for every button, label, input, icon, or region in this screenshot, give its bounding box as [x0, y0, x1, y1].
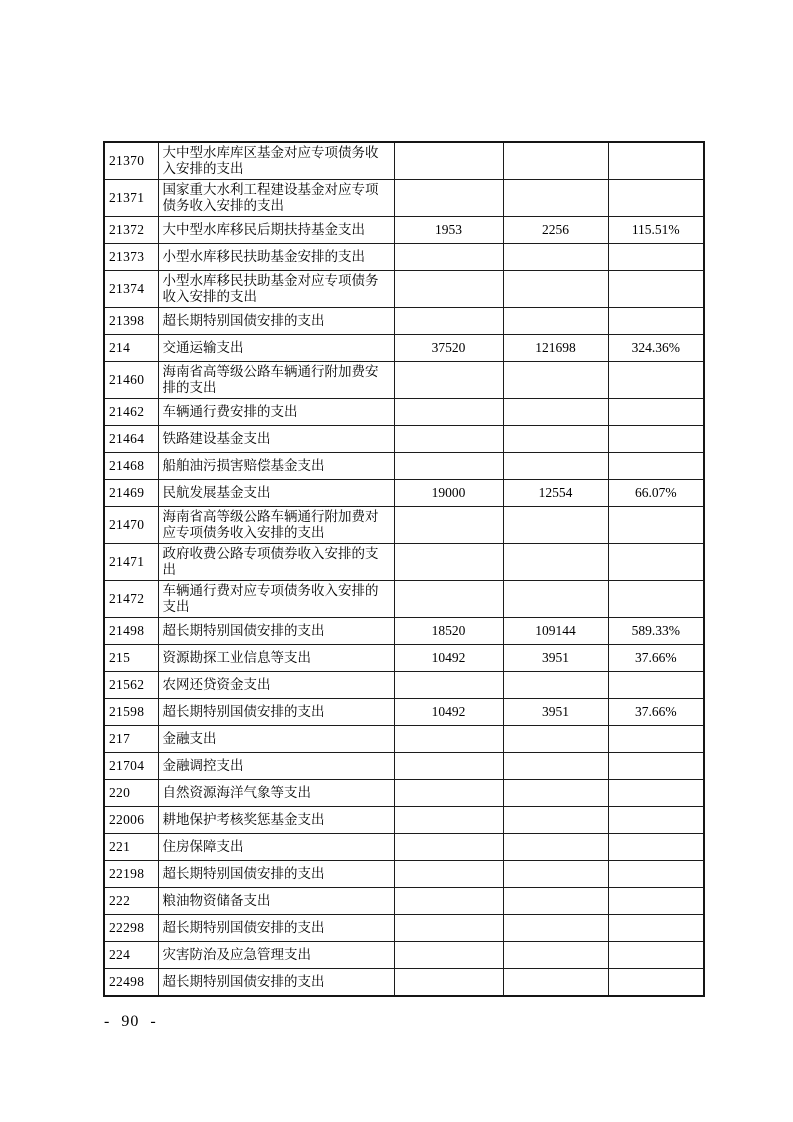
row-percent-value — [608, 399, 704, 426]
row-budget-value — [394, 399, 503, 426]
table-row — [104, 217, 704, 244]
row-name: 超长期特别国债安排的支出 — [158, 915, 394, 942]
row-name: 大中型水库移民后期扶持基金支出 — [158, 217, 394, 244]
row-percent-value — [608, 581, 704, 618]
row-percent-value — [608, 780, 704, 807]
row-actual-value — [503, 544, 608, 581]
row-name: 小型水库移民扶助基金对应专项债务收入安排的支出 — [158, 271, 394, 308]
row-name: 车辆通行费对应专项债务收入安排的支出 — [158, 581, 394, 618]
row-budget-value — [394, 672, 503, 699]
row-percent-value — [608, 507, 704, 544]
row-code: 21472 — [104, 581, 158, 618]
row-budget-value — [394, 942, 503, 969]
row-code: 22498 — [104, 969, 158, 996]
row-percent-value: 589.33% — [608, 618, 704, 645]
row-budget-value — [394, 426, 503, 453]
row-percent-value — [608, 180, 704, 217]
table-row — [104, 335, 704, 362]
row-actual-value: 12554 — [503, 480, 608, 507]
budget-table-body — [104, 142, 704, 996]
row-name: 粮油物资储备支出 — [158, 888, 394, 915]
row-name: 海南省高等级公路车辆通行附加费对应专项债务收入安排的支出 — [158, 507, 394, 544]
row-budget-value: 10492 — [394, 645, 503, 672]
table-row — [104, 969, 704, 996]
table-row — [104, 480, 704, 507]
row-percent-value: 37.66% — [608, 645, 704, 672]
row-actual-value: 2256 — [503, 217, 608, 244]
table-row — [104, 618, 704, 645]
row-actual-value — [503, 180, 608, 217]
row-actual-value — [503, 861, 608, 888]
row-percent-value — [608, 726, 704, 753]
row-budget-value — [394, 142, 503, 180]
row-actual-value — [503, 915, 608, 942]
row-actual-value — [503, 581, 608, 618]
row-budget-value — [394, 581, 503, 618]
row-budget-value — [394, 807, 503, 834]
table-row — [104, 942, 704, 969]
row-percent-value: 115.51% — [608, 217, 704, 244]
row-percent-value — [608, 753, 704, 780]
row-percent-value — [608, 544, 704, 581]
table-row — [104, 362, 704, 399]
table-row — [104, 544, 704, 581]
row-code: 21498 — [104, 618, 158, 645]
row-name: 超长期特别国债安排的支出 — [158, 308, 394, 335]
row-actual-value — [503, 453, 608, 480]
row-name: 自然资源海洋气象等支出 — [158, 780, 394, 807]
row-budget-value — [394, 244, 503, 271]
row-budget-value — [394, 180, 503, 217]
table-row — [104, 426, 704, 453]
row-budget-value: 18520 — [394, 618, 503, 645]
row-percent-value — [608, 861, 704, 888]
row-name: 超长期特别国债安排的支出 — [158, 861, 394, 888]
row-percent-value — [608, 807, 704, 834]
row-actual-value — [503, 142, 608, 180]
row-code: 21372 — [104, 217, 158, 244]
table-row — [104, 399, 704, 426]
row-budget-value — [394, 362, 503, 399]
row-code: 224 — [104, 942, 158, 969]
table-row — [104, 807, 704, 834]
row-name: 政府收费公路专项债券收入安排的支出 — [158, 544, 394, 581]
row-percent-value — [608, 244, 704, 271]
row-name: 超长期特别国债安排的支出 — [158, 969, 394, 996]
page-number: - 90 - — [104, 1013, 157, 1030]
row-name: 国家重大水利工程建设基金对应专项债务收入安排的支出 — [158, 180, 394, 217]
row-percent-value — [608, 308, 704, 335]
row-name: 铁路建设基金支出 — [158, 426, 394, 453]
row-budget-value — [394, 271, 503, 308]
row-name: 资源勘探工业信息等支出 — [158, 645, 394, 672]
row-actual-value — [503, 399, 608, 426]
row-code: 21398 — [104, 308, 158, 335]
row-code: 215 — [104, 645, 158, 672]
row-code: 21464 — [104, 426, 158, 453]
row-percent-value — [608, 915, 704, 942]
row-budget-value: 19000 — [394, 480, 503, 507]
row-budget-value — [394, 969, 503, 996]
row-actual-value — [503, 271, 608, 308]
table-row — [104, 861, 704, 888]
row-code: 221 — [104, 834, 158, 861]
row-code: 21460 — [104, 362, 158, 399]
table-row — [104, 699, 704, 726]
row-actual-value — [503, 888, 608, 915]
row-budget-value: 1953 — [394, 217, 503, 244]
row-budget-value — [394, 453, 503, 480]
row-actual-value — [503, 362, 608, 399]
row-budget-value: 10492 — [394, 699, 503, 726]
table-row — [104, 645, 704, 672]
table-row — [104, 888, 704, 915]
row-actual-value — [503, 807, 608, 834]
row-budget-value — [394, 308, 503, 335]
row-percent-value — [608, 969, 704, 996]
row-code: 222 — [104, 888, 158, 915]
row-actual-value: 3951 — [503, 645, 608, 672]
row-code: 21370 — [104, 142, 158, 180]
row-code: 21470 — [104, 507, 158, 544]
row-name: 船舶油污损害赔偿基金支出 — [158, 453, 394, 480]
row-code: 21373 — [104, 244, 158, 271]
row-budget-value — [394, 780, 503, 807]
row-code: 21562 — [104, 672, 158, 699]
row-actual-value: 3951 — [503, 699, 608, 726]
row-actual-value — [503, 753, 608, 780]
table-row — [104, 915, 704, 942]
row-percent-value — [608, 362, 704, 399]
row-name: 民航发展基金支出 — [158, 480, 394, 507]
row-percent-value: 324.36% — [608, 335, 704, 362]
row-code: 22298 — [104, 915, 158, 942]
row-percent-value — [608, 672, 704, 699]
table-row — [104, 308, 704, 335]
row-code: 21471 — [104, 544, 158, 581]
row-name: 金融调控支出 — [158, 753, 394, 780]
row-budget-value — [394, 861, 503, 888]
row-actual-value — [503, 969, 608, 996]
row-percent-value — [608, 942, 704, 969]
row-code: 21371 — [104, 180, 158, 217]
row-code: 217 — [104, 726, 158, 753]
row-actual-value — [503, 672, 608, 699]
row-name: 耕地保护考核奖惩基金支出 — [158, 807, 394, 834]
row-name: 农网还贷资金支出 — [158, 672, 394, 699]
row-actual-value: 109144 — [503, 618, 608, 645]
row-actual-value: 121698 — [503, 335, 608, 362]
row-name: 住房保障支出 — [158, 834, 394, 861]
row-percent-value: 66.07% — [608, 480, 704, 507]
row-code: 21462 — [104, 399, 158, 426]
row-name: 交通运输支出 — [158, 335, 394, 362]
row-code: 21704 — [104, 753, 158, 780]
row-percent-value — [608, 426, 704, 453]
row-budget-value — [394, 915, 503, 942]
row-code: 220 — [104, 780, 158, 807]
row-actual-value — [503, 726, 608, 753]
row-name: 大中型水库库区基金对应专项债务收入安排的支出 — [158, 142, 394, 180]
row-code: 22006 — [104, 807, 158, 834]
row-name: 海南省高等级公路车辆通行附加费安排的支出 — [158, 362, 394, 399]
row-code: 22198 — [104, 861, 158, 888]
row-name: 金融支出 — [158, 726, 394, 753]
row-code: 21374 — [104, 271, 158, 308]
table-row — [104, 834, 704, 861]
row-actual-value — [503, 834, 608, 861]
row-budget-value — [394, 726, 503, 753]
table-row — [104, 271, 704, 308]
row-name: 超长期特别国债安排的支出 — [158, 699, 394, 726]
row-name: 小型水库移民扶助基金安排的支出 — [158, 244, 394, 271]
table-row — [104, 726, 704, 753]
table-row — [104, 142, 704, 180]
row-percent-value — [608, 453, 704, 480]
row-budget-value — [394, 888, 503, 915]
row-budget-value — [394, 753, 503, 780]
row-percent-value: 37.66% — [608, 699, 704, 726]
row-name: 车辆通行费安排的支出 — [158, 399, 394, 426]
row-percent-value — [608, 834, 704, 861]
row-budget-value — [394, 507, 503, 544]
table-row — [104, 581, 704, 618]
table-row — [104, 780, 704, 807]
row-code: 21469 — [104, 480, 158, 507]
table-row — [104, 753, 704, 780]
row-budget-value: 37520 — [394, 335, 503, 362]
row-actual-value — [503, 780, 608, 807]
row-percent-value — [608, 142, 704, 180]
row-name: 灾害防治及应急管理支出 — [158, 942, 394, 969]
table-row — [104, 453, 704, 480]
row-percent-value — [608, 271, 704, 308]
row-actual-value — [503, 942, 608, 969]
row-code: 21468 — [104, 453, 158, 480]
row-code: 21598 — [104, 699, 158, 726]
row-actual-value — [503, 426, 608, 453]
row-actual-value — [503, 507, 608, 544]
row-name: 超长期特别国债安排的支出 — [158, 618, 394, 645]
table-row — [104, 244, 704, 271]
row-budget-value — [394, 834, 503, 861]
row-actual-value — [503, 308, 608, 335]
table-row — [104, 507, 704, 544]
table-row — [104, 180, 704, 217]
budget-table — [103, 141, 705, 997]
row-budget-value — [394, 544, 503, 581]
row-percent-value — [608, 888, 704, 915]
row-code: 214 — [104, 335, 158, 362]
row-actual-value — [503, 244, 608, 271]
table-row — [104, 672, 704, 699]
